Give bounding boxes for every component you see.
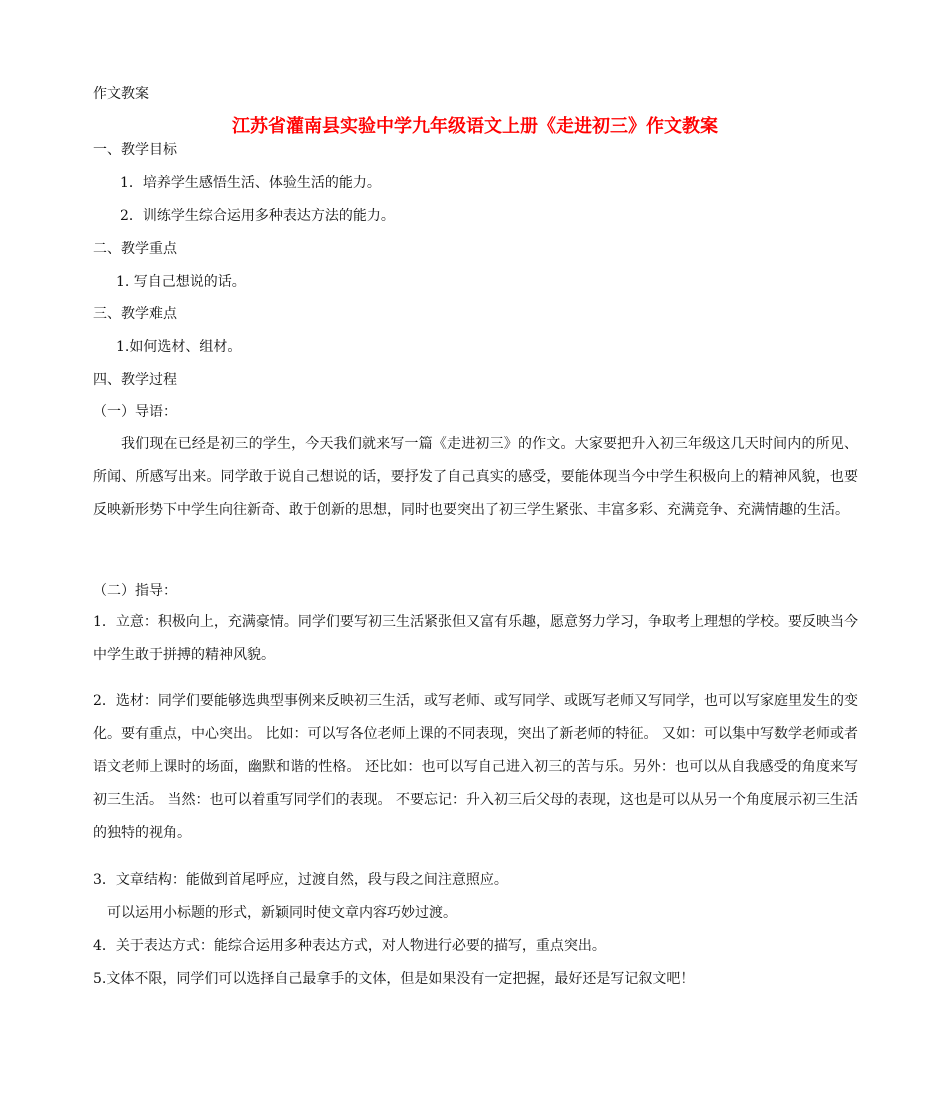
guide-paragraph-1: 1．立意：积极向上，充满豪情。同学们要写初三生活紧张但又富有乐趣，愿意努力学习，争取考上理想的学校。要反映当今中学生敢于拼搏的精神风貌。 [93, 614, 858, 663]
guide-paragraph-3: 3．文章结构：能做到首尾呼应，过渡自然，段与段之间注意照应。 [93, 872, 508, 888]
section-heading-process: 四、教学过程 [93, 372, 177, 388]
guide-paragraph-2: 2．选材：同学们要能够选典型事例来反映初三生活，或写老师、或写同学、或既写老师又写同学，也可以写家庭里发生的变化。要有重点，中心突出。 比如：可以写各位老师上课的不同表现，突出了新老师的特征。 又如：可以集中写数学老师或者语文老师上课时的场面，幽默和谐的性格。 还比如：也可以写自己进入初三的苦与乐。另外：也可以从自我感受的角度来写初三生活。 当然：也可以着重写同学们的表现。 不要忘记：升入初三后父母的表现，这也是可以从另一个角度展示初三生活的独特的视角。 [93, 693, 858, 841]
section-heading-difficulties: 三、教学难点 [93, 306, 177, 322]
document-label: 作文教案 [93, 86, 149, 102]
guide-paragraph-5: 5.文体不限，同学们可以选择自己最拿手的文体，但是如果没有一定把握，最好还是写记叙文吧！ [93, 971, 695, 987]
key-point-item-1: 1. 写自己想说的话。 [116, 274, 246, 290]
subsection-heading-intro: （一）导语： [93, 404, 177, 420]
intro-paragraph: 我们现在已经是初三的学生，今天我们就来写一篇《走进初三》的作文。大家要把升入初三年级这几天时间内的所见、所闻、所感写出来。同学敢于说自己想说的话，要抒发了自己真实的感受，要能体现当今中学生积极向上的精神风貌，也要反映新形势下中学生向往新奇、敢于创新的思想，同时也要突出了初三学生紧张、丰富多彩、充满竞争、充满情趣的生活。 [93, 436, 858, 518]
guide-paragraph-3-continued: 可以运用小标题的形式，新颖同时使文章内容巧妙过渡。 [107, 905, 457, 921]
goal-item-1: 1．培养学生感悟生活、体验生活的能力。 [120, 175, 381, 191]
document-title: 江苏省灌南县实验中学九年级语文上册《走进初三》作文教案 [232, 116, 718, 137]
section-heading-key-points: 二、教学重点 [93, 241, 177, 257]
goal-item-2: 2．训练学生综合运用多种表达方法的能力。 [120, 208, 395, 224]
difficulty-item-1: 1.如何选材、组材。 [116, 339, 242, 355]
guide-paragraph-4: 4．关于表达方式：能综合运用多种表达方式，对人物进行必要的描写，重点突出。 [93, 938, 606, 954]
subsection-heading-guide: （二）指导： [93, 583, 177, 599]
section-heading-goals: 一、教学目标 [93, 142, 177, 158]
